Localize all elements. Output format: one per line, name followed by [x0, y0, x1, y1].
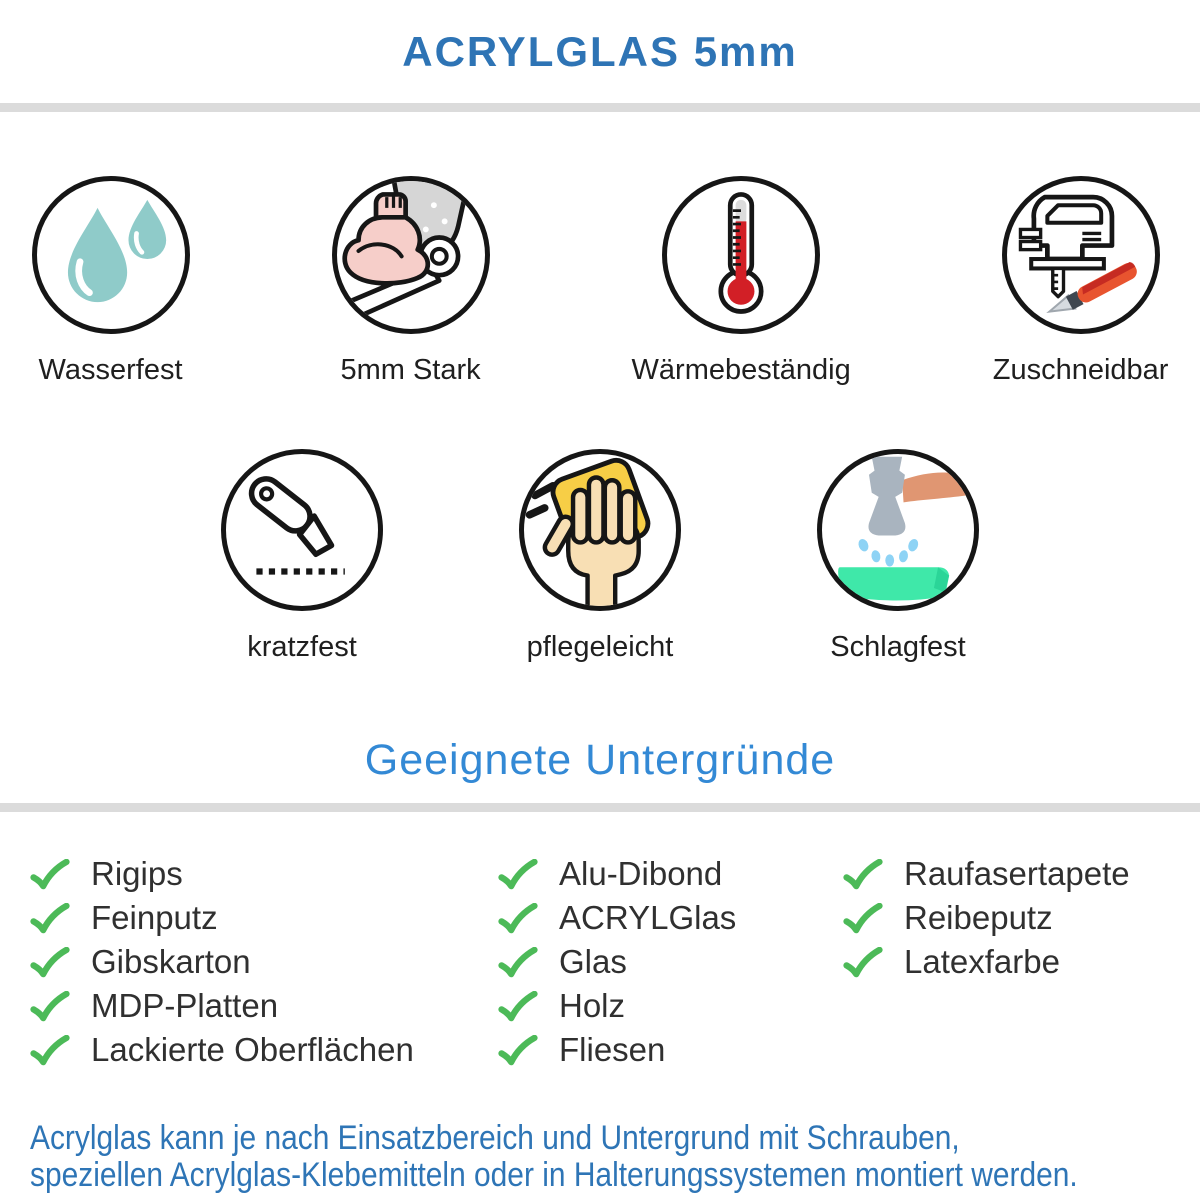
surface-item: [30, 852, 414, 896]
surfaces-column-1: [30, 852, 414, 1072]
checkmark-icon: [30, 991, 70, 1022]
surface-label: Glas: [559, 943, 627, 980]
surface-item: [843, 940, 1130, 984]
checkmark-icon: [30, 947, 70, 978]
surface-label: ACRYLGlas: [559, 899, 737, 936]
feature-label: Schlagfest: [830, 631, 966, 663]
surface-item: [30, 984, 414, 1028]
surface-label: Holz: [559, 987, 626, 1024]
surface-label: Fliesen: [559, 1031, 666, 1068]
surface-label: Latexfarbe: [904, 943, 1060, 980]
checkmark-icon: [843, 859, 883, 890]
surface-label: Gibskarton: [91, 943, 251, 980]
surface-item: [498, 984, 736, 1028]
surface-item: [30, 940, 414, 984]
feature-label: 5mm Stark: [340, 354, 481, 386]
jigsaw-cutter-icon: [1002, 176, 1160, 334]
feature-zuschneidbar: [993, 176, 1169, 387]
surfaces-heading: Geeignete Untergründe: [364, 736, 836, 784]
checkmark-icon: [498, 1035, 538, 1066]
checkmark-icon: [30, 1035, 70, 1066]
utility-knife-icon: [221, 449, 383, 611]
page-title: ACRYLGLAS 5mm: [402, 28, 798, 75]
feature-label: kratzfest: [247, 631, 357, 663]
water-drops-icon: [32, 176, 190, 334]
feature-pflegeleicht: [519, 449, 681, 664]
checkmark-icon: [498, 903, 538, 934]
checkmark-icon: [498, 859, 538, 890]
feature-schlagfest: [817, 449, 979, 664]
checkmark-icon: [498, 947, 538, 978]
surface-label: Reibeputz: [904, 899, 1053, 936]
feature-row-2: [0, 449, 1200, 664]
surface-item: [30, 896, 414, 940]
feature-waermebestaendig: [632, 176, 851, 387]
divider: [0, 803, 1200, 812]
surface-label: Raufasertapete: [904, 855, 1130, 892]
surfaces-column-3: [843, 852, 1130, 984]
surface-label: Lackierte Oberflächen: [91, 1031, 414, 1068]
feature-wasserfest: [32, 176, 190, 387]
surface-label: Feinputz: [91, 899, 218, 936]
mounting-note: [30, 1120, 1200, 1194]
surface-item: [843, 852, 1130, 896]
feature-label: Wärmebeständig: [631, 354, 851, 386]
surface-item: [498, 852, 736, 896]
surface-label: Alu-Dibond: [559, 855, 723, 892]
checkmark-icon: [30, 903, 70, 934]
checkmark-icon: [498, 991, 538, 1022]
surface-item: [498, 1028, 736, 1072]
mounting-note-line2: speziellen Acrylglas-Klebemitteln oder in Halterungssystemen montiert werden.: [30, 1156, 1078, 1194]
divider: [0, 103, 1200, 112]
surface-item: [843, 896, 1130, 940]
feature-label: pflegeleicht: [526, 631, 674, 663]
surface-label: MDP-Platten: [91, 987, 279, 1024]
hammer-impact-icon: [817, 449, 979, 611]
surface-label: Rigips: [91, 855, 183, 892]
surfaces-checklist: [0, 852, 1200, 1080]
feature-5mm-stark: [332, 176, 490, 387]
thermometer-icon: [662, 176, 820, 334]
mounting-note-line1: Acrylglas kann je nach Einsatzbereich und Untergrund mit Schrauben,: [30, 1119, 960, 1157]
checkmark-icon: [30, 859, 70, 890]
feature-row-1: [0, 176, 1200, 387]
feature-label: Wasserfest: [38, 354, 183, 386]
strong-arm-icon: [332, 176, 490, 334]
checkmark-icon: [843, 903, 883, 934]
cleaning-hand-icon: [519, 449, 681, 611]
surface-item: [498, 896, 736, 940]
feature-label: Zuschneidbar: [992, 354, 1169, 386]
surfaces-column-2: [498, 852, 736, 1072]
feature-kratzfest: [221, 449, 383, 664]
checkmark-icon: [843, 947, 883, 978]
surface-item: [498, 940, 736, 984]
surface-item: [30, 1028, 414, 1072]
